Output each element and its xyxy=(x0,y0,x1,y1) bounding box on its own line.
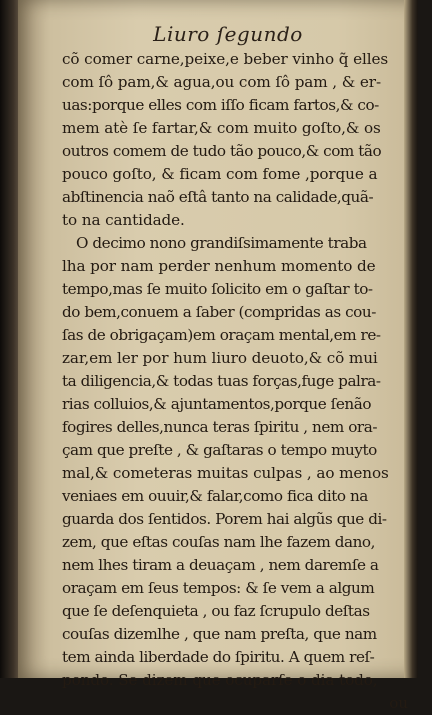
text-line: çam que preſte , & gaſtaras o tempo muyto xyxy=(62,441,377,459)
text-line: mem atè ſe fartar,& com muito goſto,& os xyxy=(62,119,381,137)
text-line: lha por nam perder nenhum momento de xyxy=(62,257,376,275)
text-line: ta diligencia,& todas tuas forças,fuge palra- xyxy=(62,372,381,390)
text-line: outros comem de tudo tão pouco,& com tão xyxy=(62,142,382,160)
text-line: mal,& cometeras muitas culpas , ao menos xyxy=(62,464,389,482)
text-line: veniaes em ouuir,& falar,como fica dito na xyxy=(62,487,368,505)
text-line: do bem,conuem a ſaber (compridas as cou- xyxy=(62,303,376,321)
text-line: ſas de obrigaçam)em oraçam mental,em re- xyxy=(62,326,381,344)
text-line: que ſe deſenquieta , ou faz ſcrupulo deſtas xyxy=(62,602,370,620)
body-text xyxy=(62,48,408,715)
text-line: pondo. Se dizem que ocuparſe o dia todo, xyxy=(62,671,378,689)
text-line: uas:porque elles com iſſo ficam fartos,& co- xyxy=(62,96,379,114)
text-line: fogires delles,nunca teras ſpiritu , nem ora- xyxy=(62,418,378,436)
paragraph-start-line: O decimo nono grandiſsimamente traba xyxy=(76,234,367,252)
text-line: tempo,mas ſe muito ſolicito em o gaſtar to- xyxy=(62,280,373,298)
text-line: nem lhes tiram a deuaçam , nem daremſe a xyxy=(62,556,379,574)
text-line: com ſô pam,& agua,ou com ſô pam , & er- xyxy=(62,73,381,91)
text-line: zem, que eſtas couſas nam lhe fazem dano, xyxy=(62,533,375,551)
text-line: to na cantidade. xyxy=(62,211,185,229)
text-line: couſas dizemlhe , que nam preſta, que nam xyxy=(62,625,377,643)
book-page xyxy=(18,0,418,712)
text-line: zar,em ler por hum liuro deuoto,& cõ mui xyxy=(62,349,378,367)
text-line: cõ comer carne,peixe,e beber vinho q̃ elles xyxy=(62,50,389,68)
text-line: oraçam em ſeus tempos: & ſe vem a algum xyxy=(62,579,375,597)
text-line: tem ainda liberdade do ſpiritu. A quem reſ- xyxy=(62,648,375,666)
running-header: Liuro ſegundo xyxy=(153,22,303,46)
text-line: abſtinencia naõ eſtâ tanto na calidade,quã- xyxy=(62,188,374,206)
page-edge-shadow xyxy=(404,0,418,678)
text-line: pouco goſto, & ficam com fome ,porque a xyxy=(62,165,378,183)
catchword: ou xyxy=(389,694,408,712)
text-line: rias colluios,& ajuntamentos,porque ſenão xyxy=(62,395,372,413)
text-line: guarda dos ſentidos. Porem hai algũs que di- xyxy=(62,510,387,528)
